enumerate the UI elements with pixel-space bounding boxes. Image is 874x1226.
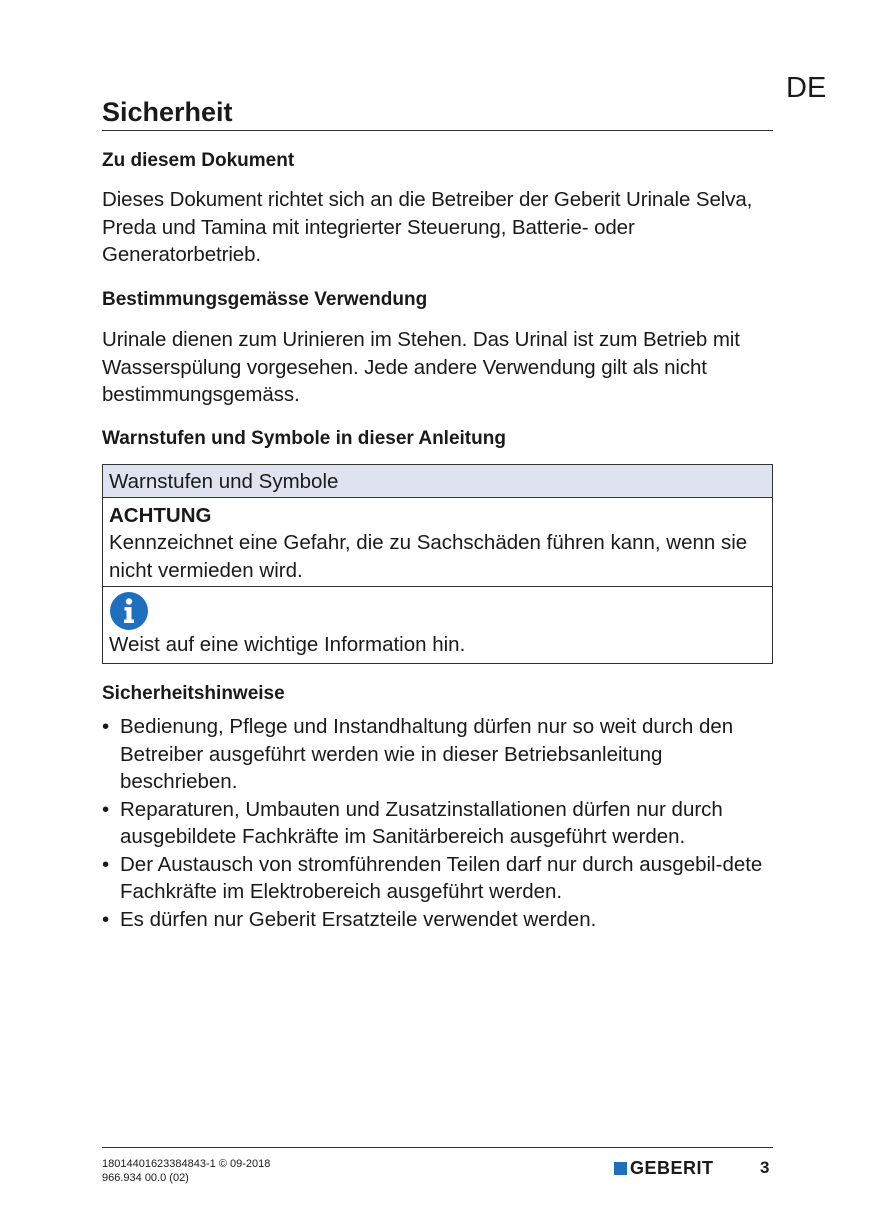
list-item-text: Reparaturen, Umbauten und Zusatzinstallationen dürfen nur durch ausgebildete Fachkräfte im Sanitärbereich ausgeführt werden. — [120, 797, 723, 848]
info-text: Weist auf eine wichtige Information hin. — [109, 633, 466, 656]
list-item-text: Der Austausch von stromführenden Teilen darf nur durch ausgebil-dete Fachkräfte im Elektrobereich ausgeführt werden. — [120, 852, 763, 903]
section-text-doc: Dieses Dokument richtet sich an die Betreiber der Geberit Urinale Selva, Preda und Tamina mit integrierter Steuerung, Batterie- oder Generatorbetrieb. — [102, 188, 753, 266]
list-item-text: Bedienung, Pflege und Instandhaltung dürfen nur so weit durch den Betreiber ausgeführt werden wie in dieser Betriebsanleitung beschrieben. — [120, 715, 734, 793]
warning-table — [102, 464, 773, 664]
section-heading-use: Bestimmungsgemässe Verwendung — [102, 289, 428, 310]
achtung-label: ACHTUNG — [109, 504, 212, 527]
language-tag: DE — [786, 72, 827, 104]
section-text-use: Urinale dienen zum Urinieren im Stehen. Das Urinal ist zum Betrieb mit Wasserspülung vorgesehen. Jede andere Verwendung gilt als nicht bestimmungsgemäss. — [102, 328, 740, 406]
page-title: Sicherheit — [102, 97, 233, 127]
bullet-marker: • — [102, 797, 110, 821]
brand-logo — [614, 1157, 714, 1179]
achtung-text: Kennzeichnet eine Gefahr, die zu Sachschäden führen kann, wenn sie nicht vermieden wird. — [109, 531, 748, 582]
list-item-text: Es dürfen nur Geberit Ersatzteile verwendet werden. — [120, 907, 597, 931]
warning-row-info — [103, 587, 772, 658]
page-number: 3 — [760, 1158, 770, 1177]
brand-square-icon — [614, 1162, 627, 1175]
section-heading-safety: Sicherheitshinweise — [102, 683, 285, 704]
list-item — [102, 906, 773, 934]
list-item — [102, 851, 773, 906]
footer-doc-number: 966.934 00.0 (02) — [102, 1172, 189, 1184]
safety-list — [102, 713, 773, 933]
warning-row-achtung — [103, 498, 772, 587]
bullet-marker: • — [102, 715, 110, 738]
list-item — [102, 713, 773, 796]
bullet-marker: • — [102, 852, 110, 876]
warning-table-header: Warnstufen und Symbole — [103, 465, 772, 498]
footer-rule — [102, 1147, 773, 1148]
footer-doc-id: 18014401623384843-1 © 09-2018 — [102, 1158, 271, 1170]
section-heading-doc: Zu diesem Dokument — [102, 150, 295, 171]
info-icon — [109, 591, 149, 631]
section-heading-warn: Warnstufen und Symbole in dieser Anleitung — [102, 428, 506, 449]
title-rule — [102, 130, 773, 131]
brand-wordmark: GEBERIT — [630, 1158, 714, 1178]
list-item — [102, 796, 773, 851]
bullet-marker: • — [102, 907, 110, 931]
